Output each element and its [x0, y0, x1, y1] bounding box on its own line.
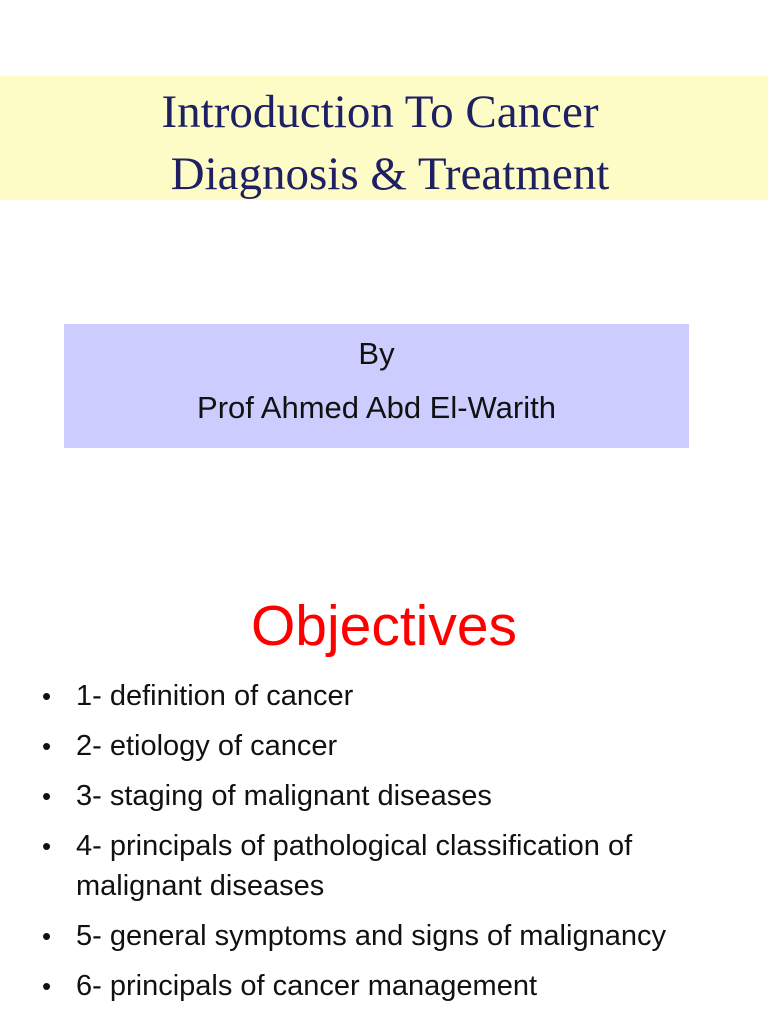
bullet-icon: • [42, 921, 52, 951]
objectives-list [0, 676, 768, 1016]
bullet-icon: • [42, 781, 52, 811]
objective-item-1 [0, 676, 768, 716]
objectives-heading: Objectives [250, 594, 518, 658]
author-name: Prof Ahmed Abd El-Warith [197, 390, 556, 425]
objective-text: 5- general symptoms and signs of malignancy [76, 920, 666, 952]
bullet-icon: • [42, 971, 52, 1001]
objective-item-6 [0, 966, 768, 1006]
objective-item-3 [0, 776, 768, 816]
bullet-icon: • [42, 831, 52, 861]
author-prefix: By [358, 336, 395, 371]
bullet-icon: • [42, 731, 52, 761]
objective-text: 2- etiology of cancer [76, 730, 338, 762]
objective-text: 3- staging of malignant diseases [76, 780, 492, 812]
slide-title-line-1: Introduction To Cancer [161, 86, 599, 138]
objective-item-2 [0, 726, 768, 766]
objective-text: 6- principals of cancer management [76, 970, 538, 1002]
objective-text: 4- principals of pathological classification of malignant diseases [76, 830, 633, 902]
objective-text: 1- definition of cancer [76, 680, 354, 712]
bullet-icon: • [42, 681, 52, 711]
objective-item-5 [0, 916, 768, 956]
slide-title-line-2: Diagnosis & Treatment [170, 148, 610, 200]
objective-item-4 [0, 826, 768, 906]
